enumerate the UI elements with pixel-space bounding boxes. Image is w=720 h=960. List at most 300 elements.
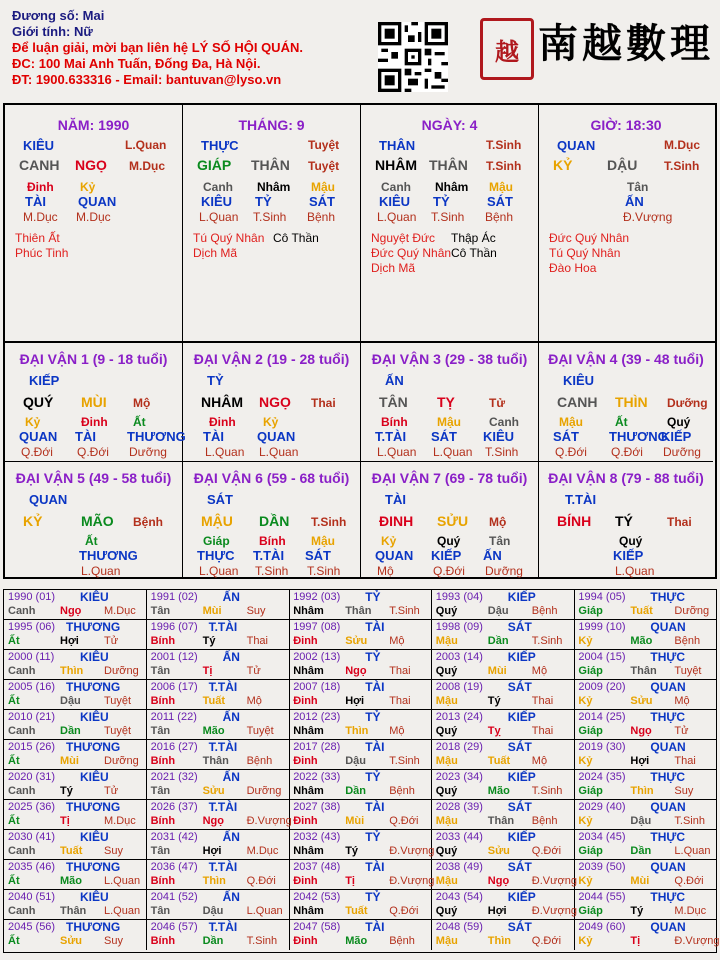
year-god: QUAN <box>650 800 686 814</box>
year-stem: Ất <box>8 695 20 707</box>
year-stage: Q.Đới <box>389 905 419 917</box>
year-god: KIÊU <box>80 590 109 604</box>
luck-cycle-god: QUAN <box>29 492 68 507</box>
year-label: 2020 (31) <box>8 771 56 783</box>
year-stem: Tân <box>150 725 171 737</box>
year-branch: Tuất <box>202 695 225 707</box>
hidden-stage: L.Quan <box>199 210 239 224</box>
hidden-god: TÀI <box>203 429 224 444</box>
hidden-god: KIẾP <box>431 548 462 563</box>
year-label: 1999 (10) <box>578 621 626 633</box>
hidden-stem: Ất <box>615 415 628 429</box>
year-stem: Quý <box>435 665 458 677</box>
branch-stage: T.Sinh <box>486 159 522 173</box>
year-cell <box>4 590 147 620</box>
luck-stem: QUÝ <box>23 394 54 410</box>
year-god: SÁT <box>507 920 532 934</box>
year-god: TỶ <box>365 890 381 904</box>
year-cell <box>574 650 717 680</box>
owner-gender: Giới tính: Nữ <box>12 24 93 39</box>
hidden-god: QUAN <box>375 548 414 563</box>
year-label: 2025 (36) <box>8 801 56 813</box>
year-stage: T.Sinh <box>531 635 563 647</box>
year-branch: Dậu <box>202 905 224 917</box>
year-branch: Tuất <box>60 845 83 857</box>
year-god: TÀI <box>365 620 385 634</box>
year-god: KIẾP <box>507 650 536 664</box>
year-branch: Hợi <box>630 755 650 767</box>
year-label: 2008 (19) <box>435 681 483 693</box>
hidden-stem: Ất <box>85 534 98 548</box>
hidden-stage: L.Quan <box>433 445 473 459</box>
year-stem: Kỷ <box>578 755 593 767</box>
year-stage: M.Dục <box>674 905 707 917</box>
hidden-stage: L.Quan <box>377 445 417 459</box>
year-label: 2016 (27) <box>150 741 198 753</box>
year-god: QUAN <box>650 740 686 754</box>
star-label: Thiên Ất <box>15 231 60 245</box>
year-stage: Đ.Vượng <box>531 875 577 887</box>
year-stem: Kỷ <box>578 635 593 647</box>
hidden-stem: Ất <box>133 415 146 429</box>
year-god: KIẾP <box>507 590 536 604</box>
hidden-stage: Q.Đới <box>433 564 465 578</box>
year-cell <box>147 590 290 620</box>
year-branch: Sửu <box>345 635 368 647</box>
year-cell <box>574 890 717 920</box>
year-stage: Tử <box>246 665 261 677</box>
year-stem: Giáp <box>578 905 603 917</box>
year-god: TÀI <box>365 860 385 874</box>
year-god: THƯƠNG <box>66 920 121 934</box>
year-branch: Ngọ <box>345 665 367 677</box>
stem-stage: L.Quan <box>125 138 167 152</box>
year-label: 1995 (06) <box>8 621 56 633</box>
year-god: SÁT <box>507 740 532 754</box>
year-god: KIÊU <box>80 830 109 844</box>
hidden-stem: Mậu <box>489 180 513 194</box>
year-label: 2034 (45) <box>578 831 626 843</box>
hidden-god: TÀI <box>75 429 96 444</box>
hidden-stage: Dưỡng <box>129 445 167 459</box>
year-cell <box>289 740 432 770</box>
year-branch: Mùi <box>487 665 507 677</box>
year-label: 2022 (33) <box>293 771 341 783</box>
year-branch: Ngọ <box>630 725 652 737</box>
luck-branch: SỬU <box>437 513 469 529</box>
year-label: 1992 (03) <box>293 591 341 603</box>
year-god: ẤN <box>222 890 240 904</box>
year-stage: Tuyệt <box>246 725 274 737</box>
luck-cycle-cell <box>183 343 361 462</box>
year-stem: Giáp <box>578 665 603 677</box>
luck-branch: MÃO <box>81 513 114 529</box>
luck-cycle-title: ĐẠI VẬN 3 (29 - 38 tuổi) <box>371 351 528 367</box>
year-cell <box>574 620 717 650</box>
luck-branch-stage: Thai <box>311 396 336 410</box>
stem-god: THÂN <box>379 138 416 153</box>
luck-cycle-cell <box>5 343 186 462</box>
year-god: TỶ <box>365 650 381 664</box>
year-cell <box>4 710 147 740</box>
year-stage: Thai <box>674 755 696 767</box>
year-cell <box>4 620 147 650</box>
luck-cycle-title: ĐẠI VẬN 1 (9 - 18 tuổi) <box>19 351 168 367</box>
year-label: 2029 (40) <box>578 801 626 813</box>
four-pillars-box <box>3 103 717 343</box>
star-label: Tú Quý Nhân <box>549 246 621 260</box>
hidden-stem: Quý <box>667 415 691 429</box>
year-branch: Hợi <box>487 905 507 917</box>
year-stem: Canh <box>8 725 36 737</box>
year-branch: Tỵ <box>487 725 501 737</box>
year-stage: Bệnh <box>531 605 558 617</box>
hidden-stage: T.Sinh <box>431 210 465 224</box>
year-branch: Hợi <box>60 635 79 647</box>
year-cell <box>4 920 147 950</box>
year-label: 2024 (35) <box>578 771 626 783</box>
year-label: 2040 (51) <box>8 891 56 903</box>
year-cell <box>574 830 717 860</box>
luck-branch-stage: Mộ <box>133 396 151 410</box>
contact-line: Để luận giải, mời bạn liên hệ LÝ SỐ HỘI QUÁN. <box>12 40 303 55</box>
year-stage: Đ.Vượng <box>246 815 292 827</box>
year-stem: Giáp <box>578 605 603 617</box>
year-stage: Đ.Vượng <box>674 935 720 947</box>
star-label: Phúc Tinh <box>15 246 69 260</box>
hidden-stage: T.Sinh <box>307 564 341 578</box>
year-stem: Canh <box>8 605 36 617</box>
year-god: TỶ <box>365 710 381 724</box>
luck-cycle-cell <box>361 343 539 462</box>
year-branch: Hợi <box>345 695 365 707</box>
year-branch: Thìn <box>345 725 369 737</box>
year-branch: Mão <box>345 935 368 947</box>
branch-stage: Tuyệt <box>308 159 340 173</box>
year-cell <box>289 650 432 680</box>
year-stem: Mậu <box>435 875 458 887</box>
year-label: 2045 (56) <box>8 921 56 933</box>
year-stage: Q.Đới <box>246 875 276 887</box>
year-branch: Thìn <box>487 935 512 947</box>
hidden-stem: Nhâm <box>435 180 469 194</box>
luck-branch-stage: Thai <box>667 515 692 529</box>
year-cell <box>432 890 575 920</box>
hidden-god: KIẾP <box>661 429 692 444</box>
year-stem: Mậu <box>435 695 458 707</box>
year-stem: Quý <box>435 785 458 797</box>
luck-stem: BÍNH <box>557 513 592 529</box>
year-branch: Dậu <box>487 605 509 617</box>
year-cell <box>432 800 575 830</box>
year-cell <box>432 680 575 710</box>
hidden-stem: Bính <box>259 534 286 548</box>
hidden-stage: Đ.Vượng <box>623 210 673 224</box>
year-god: THỰC <box>650 890 686 904</box>
year-branch: Tý <box>202 635 216 647</box>
luck-branch: TÝ <box>615 513 633 529</box>
hidden-god: THỰC <box>197 548 235 563</box>
year-label: 2015 (26) <box>8 741 56 753</box>
year-label: 2043 (54) <box>435 891 483 903</box>
year-god: THƯƠNG <box>66 680 121 694</box>
stem-god: KIÊU <box>23 138 55 153</box>
hidden-stage: Dưỡng <box>663 445 701 459</box>
year-stage: Thai <box>246 635 268 647</box>
hidden-stage: L.Quan <box>377 210 417 224</box>
hidden-stage: Q.Đới <box>77 445 109 459</box>
year-label: 2047 (58) <box>293 921 341 933</box>
year-stage: Đ.Vượng <box>531 905 577 917</box>
year-branch: Mão <box>630 635 653 647</box>
pillar-cell <box>361 105 539 341</box>
year-god: T.TÀI <box>208 680 238 694</box>
year-cell <box>4 890 147 920</box>
luck-branch-stage: T.Sinh <box>311 515 347 529</box>
year-stem: Quý <box>435 725 458 737</box>
year-god: THỰC <box>650 830 686 844</box>
year-cell <box>147 680 290 710</box>
year-branch: Hợi <box>202 845 222 857</box>
year-label: 1997 (08) <box>293 621 341 633</box>
hidden-stem: Kỷ <box>80 180 96 194</box>
year-god: KIÊU <box>80 650 109 664</box>
phone-email-line: ĐT: 1900.633316 - Email: bantuvan@lyso.vn <box>12 72 282 87</box>
year-label: 2013 (24) <box>435 711 483 723</box>
luck-stem: ĐINH <box>379 513 414 529</box>
hidden-god: KIÊU <box>201 194 233 209</box>
year-stem: Kỷ <box>578 815 593 827</box>
luck-cycle-title: ĐẠI VẬN 6 (59 - 68 tuổi) <box>193 470 350 486</box>
year-stem: Canh <box>8 905 36 917</box>
year-label: 2004 (15) <box>578 651 626 663</box>
year-branch: Tị <box>630 935 641 947</box>
hidden-stem: Mậu <box>311 534 335 548</box>
year-cell <box>574 680 717 710</box>
year-stage: Bệnh <box>674 635 701 647</box>
year-branch: Mão <box>60 875 82 887</box>
luck-branch: THÌN <box>615 394 648 410</box>
year-label: 1993 (04) <box>435 591 483 603</box>
hidden-stem: Kỷ <box>381 534 397 548</box>
star-label: Cô Thần <box>273 231 319 245</box>
year-branch: Dần <box>630 845 652 857</box>
luck-branch-stage: Dưỡng <box>667 396 708 410</box>
year-branch: Tý <box>345 845 359 857</box>
year-god: TÀI <box>365 800 385 814</box>
year-god: ẤN <box>222 590 240 604</box>
year-label: 1998 (09) <box>435 621 483 633</box>
pillar-cell <box>539 105 713 341</box>
year-stem: Đinh <box>293 695 318 707</box>
year-label: 2009 (20) <box>578 681 626 693</box>
year-cell <box>289 800 432 830</box>
year-stage: Dưỡng <box>104 665 139 677</box>
year-stem: Đinh <box>293 875 318 887</box>
year-stem: Canh <box>8 845 36 857</box>
year-label: 2028 (39) <box>435 801 483 813</box>
luck-branch-stage: Tử <box>489 396 506 410</box>
year-label: 2039 (50) <box>578 861 626 873</box>
year-branch: Ngọ <box>487 875 510 887</box>
year-stage: Thai <box>389 695 411 707</box>
luck-cycle-god: SÁT <box>207 492 233 507</box>
year-cell <box>147 830 290 860</box>
year-stage: M.Dục <box>104 605 136 617</box>
year-stem: Nhâm <box>293 905 324 917</box>
year-god: THƯƠNG <box>66 740 121 754</box>
hidden-stage: M.Dục <box>23 210 58 224</box>
hidden-stem: Canh <box>381 180 411 194</box>
hidden-stage: T.Sinh <box>253 210 287 224</box>
year-label: 2042 (53) <box>293 891 341 903</box>
year-label: 2023 (34) <box>435 771 483 783</box>
annual-pillars-grid <box>3 589 720 953</box>
year-stage: Suy <box>246 605 266 617</box>
year-label: 2048 (59) <box>435 921 483 933</box>
year-stage: Q.Đới <box>674 875 704 887</box>
hidden-stem: Tân <box>627 180 649 194</box>
branch-stage: M.Dục <box>129 159 165 173</box>
luck-stem: KỶ <box>23 513 43 529</box>
year-god: THỰC <box>650 650 686 664</box>
year-god: KIẾP <box>507 890 536 904</box>
year-stem: Bính <box>150 935 176 947</box>
year-stage: Bệnh <box>389 935 415 947</box>
year-stage: Dưỡng <box>246 785 282 797</box>
year-god: T.TÀI <box>208 860 238 874</box>
year-stage: Mộ <box>389 725 405 737</box>
year-branch: Mùi <box>345 815 365 827</box>
luck-cycles-box <box>3 343 717 579</box>
pillar-cell <box>183 105 361 341</box>
year-stage: Bệnh <box>389 785 415 797</box>
year-cell <box>289 920 432 950</box>
year-branch: Mão <box>487 785 510 797</box>
year-label: 2011 (22) <box>150 711 197 723</box>
year-stage: Dưỡng <box>104 755 139 767</box>
year-stem: Ất <box>8 635 20 647</box>
year-branch: Dần <box>487 635 509 647</box>
year-branch: Tý <box>60 785 73 797</box>
year-stage: Q.Đới <box>389 815 419 827</box>
year-label: 2003 (14) <box>435 651 483 663</box>
year-god: KIÊU <box>80 710 109 724</box>
earthly-branch: THÂN <box>429 157 468 173</box>
luck-cycle-cell <box>361 462 539 577</box>
hidden-stem: Quý <box>619 534 643 548</box>
hidden-god: SÁT <box>553 429 579 444</box>
year-stem: Đinh <box>293 815 318 827</box>
year-stem: Giáp <box>578 785 603 797</box>
year-stem: Tân <box>150 845 171 857</box>
stem-stage: T.Sinh <box>486 138 522 152</box>
hidden-god: KIẾP <box>613 548 644 563</box>
year-stem: Đinh <box>293 635 318 647</box>
hidden-stage: Q.Đới <box>611 445 643 459</box>
year-stem: Bính <box>150 815 176 827</box>
hidden-stem: Nhâm <box>257 180 291 194</box>
year-god: ẤN <box>222 770 240 784</box>
hidden-god: THƯƠNG <box>127 429 186 444</box>
year-stem: Ất <box>8 755 20 767</box>
year-branch: Sửu <box>60 935 83 947</box>
year-god: TỶ <box>365 830 381 844</box>
year-cell <box>4 770 147 800</box>
year-branch: Ngọ <box>202 815 224 827</box>
hidden-god: SÁT <box>487 194 513 209</box>
luck-cycle-god: TÀI <box>385 492 406 507</box>
year-label: 2049 (60) <box>578 921 626 933</box>
year-label: 1990 (01) <box>8 591 56 603</box>
year-god: ẤN <box>222 830 240 844</box>
year-god: THỰC <box>650 590 686 604</box>
year-cell <box>432 860 575 890</box>
luck-cycle-cell <box>539 462 713 577</box>
hidden-god: QUAN <box>19 429 58 444</box>
year-stage: T.Sinh <box>389 605 420 617</box>
pillar-cell <box>5 105 183 341</box>
year-branch: Mùi <box>202 605 222 617</box>
year-stem: Ất <box>8 875 20 887</box>
hidden-god: T.TÀI <box>253 548 285 563</box>
year-label: 2001 (12) <box>150 651 198 663</box>
pillar-title: NĂM: 1990 <box>57 117 130 133</box>
year-branch: Thân <box>630 665 657 677</box>
hidden-stage: L.Quan <box>81 564 121 578</box>
year-cell <box>4 800 147 830</box>
star-label: Nguyệt Đức <box>371 231 436 245</box>
year-stem: Nhâm <box>293 785 324 797</box>
earthly-branch: THÂN <box>251 157 290 173</box>
luck-stem: CANH <box>557 394 598 410</box>
year-stem: Ất <box>8 935 20 947</box>
year-label: 2002 (13) <box>293 651 341 663</box>
luck-cycle-god: KIÊU <box>563 373 595 388</box>
hidden-stage: M.Dục <box>76 210 111 224</box>
heavenly-stem: NHÂM <box>375 157 417 173</box>
year-label: 2046 (57) <box>150 921 198 933</box>
hidden-god: QUAN <box>78 194 117 209</box>
year-stem: Nhâm <box>293 725 324 737</box>
hidden-stem: Tân <box>489 534 511 548</box>
owner-info <box>12 8 303 88</box>
hidden-stage: Q.Đới <box>555 445 587 459</box>
year-stem: Bính <box>150 695 176 707</box>
year-label: 2035 (46) <box>8 861 56 873</box>
year-stage: T.Sinh <box>674 815 705 827</box>
year-cell <box>432 770 575 800</box>
year-stage: Tử <box>104 785 119 797</box>
year-label: 2036 (47) <box>150 861 198 873</box>
year-label: 2018 (29) <box>435 741 483 753</box>
year-cell <box>4 650 147 680</box>
year-label: 2037 (48) <box>293 861 341 873</box>
year-cell <box>432 650 575 680</box>
hidden-god: THƯƠNG <box>609 429 668 444</box>
luck-stem: MẬU <box>201 513 233 529</box>
year-label: 2038 (49) <box>435 861 483 873</box>
hidden-stem: Mậu <box>559 415 583 429</box>
hidden-stem: Bính <box>381 415 408 429</box>
year-stem: Kỷ <box>578 875 593 887</box>
year-stage: L.Quan <box>674 845 711 857</box>
year-branch: Sửu <box>630 695 653 707</box>
year-god: TÀI <box>365 740 385 754</box>
luck-branch: TỴ <box>437 394 455 410</box>
year-label: 2017 (28) <box>293 741 341 753</box>
year-cell <box>289 860 435 890</box>
